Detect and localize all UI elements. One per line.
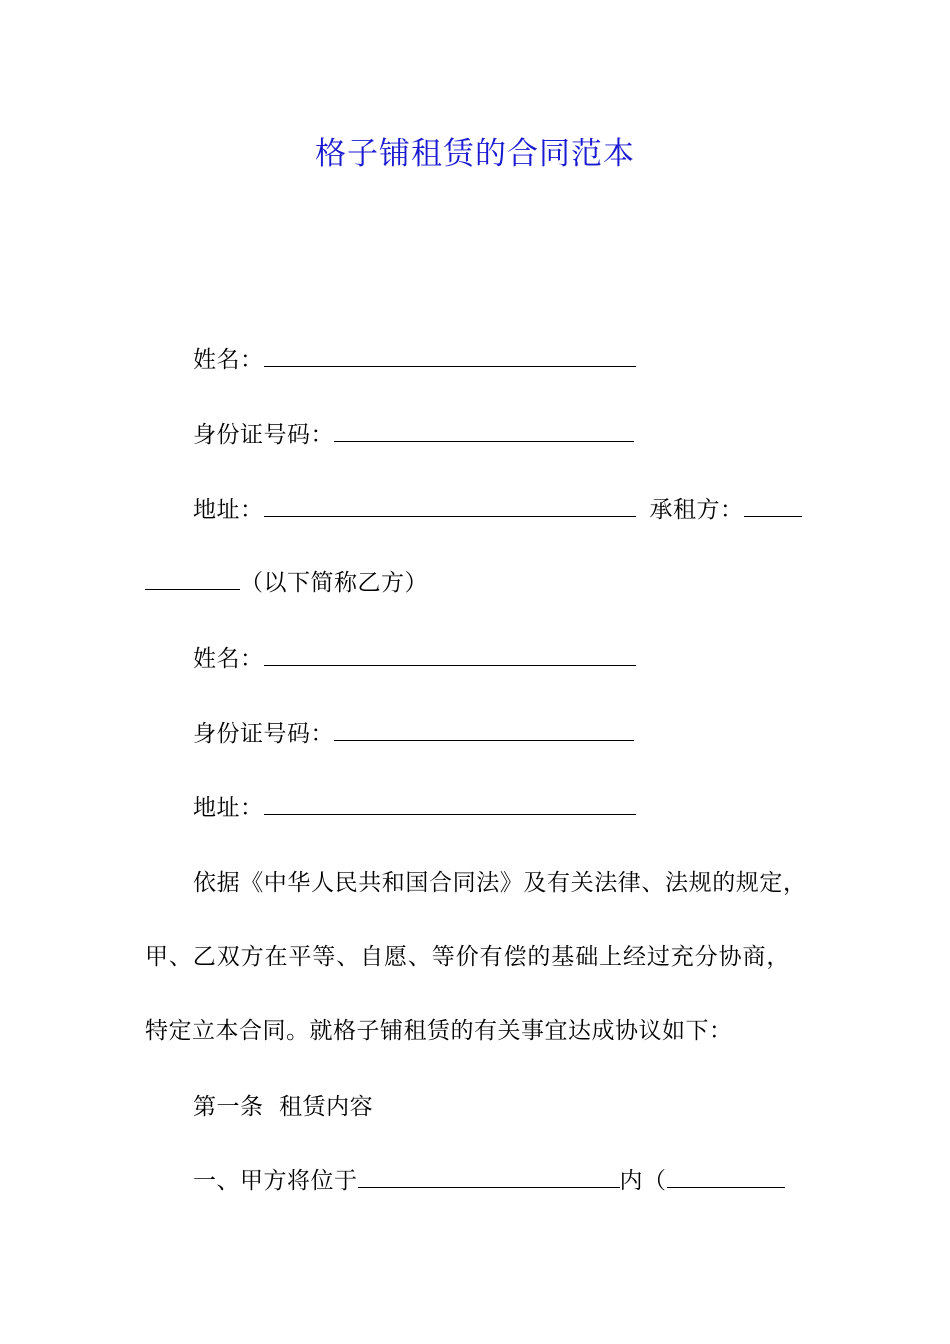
party-a-name-row xyxy=(193,345,636,375)
party-b-name-blank[interactable] xyxy=(264,645,636,666)
party-a-address-row xyxy=(193,495,802,525)
party-a-address-blank[interactable] xyxy=(264,496,636,517)
lessee-note: （以下简称乙方） xyxy=(240,570,428,596)
party-b-id-label: 身份证号码： xyxy=(193,721,334,747)
lessee-blank-end[interactable] xyxy=(145,569,240,590)
lessee-blank-start[interactable] xyxy=(744,496,802,517)
party-a-id-label: 身份证号码： xyxy=(193,422,334,448)
party-b-address-row xyxy=(193,793,636,823)
party-a-id-row xyxy=(193,420,634,450)
preamble-line-3: 特定立本合同。就格子铺租赁的有关事宜达成协议如下： xyxy=(145,1018,733,1044)
party-a-name-blank[interactable] xyxy=(264,346,636,367)
clause-1-location-blank[interactable] xyxy=(358,1167,620,1188)
clause-1-mid: 内（ xyxy=(619,1168,667,1194)
party-b-name-label: 姓名： xyxy=(193,646,264,672)
preamble-line-2: 甲、乙双方在平等、自愿、等价有偿的基础上经过充分协商， xyxy=(145,944,791,970)
document-title: 格子铺租赁的合同范本 xyxy=(315,136,635,172)
lessee-label: 承租方： xyxy=(649,497,744,523)
party-b-name-row xyxy=(193,644,636,674)
party-b-address-blank[interactable] xyxy=(264,794,636,815)
clause-1-prefix: 一、甲方将位于 xyxy=(193,1168,358,1194)
party-b-address-label: 地址： xyxy=(193,795,264,821)
article-1-heading: 第一条 租赁内容 xyxy=(193,1094,374,1120)
party-b-id-blank[interactable] xyxy=(334,720,634,741)
article-1-clause-1 xyxy=(193,1166,785,1196)
clause-1-detail-blank[interactable] xyxy=(667,1167,785,1188)
preamble-line-1: 依据《中华人民共和国合同法》及有关法律、法规的规定， xyxy=(193,870,807,896)
party-a-address-label: 地址： xyxy=(193,497,264,523)
party-b-id-row xyxy=(193,719,634,749)
party-a-id-blank[interactable] xyxy=(334,421,634,442)
party-a-name-label: 姓名： xyxy=(193,347,264,373)
lessee-note-row xyxy=(145,568,428,598)
